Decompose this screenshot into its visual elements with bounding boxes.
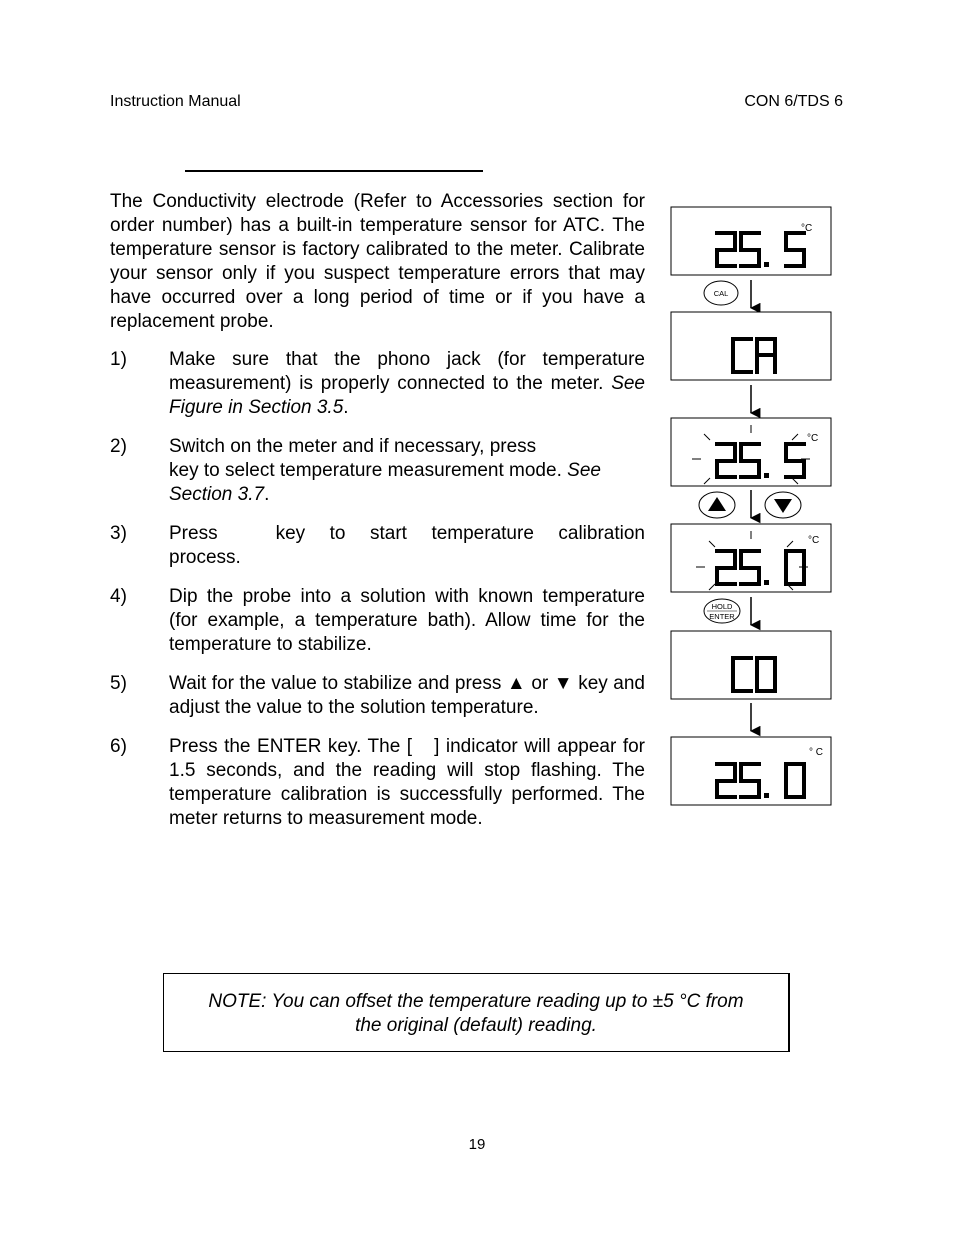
lcd-display-4-flashing [671, 524, 831, 592]
step-punct: . [264, 484, 270, 505]
note-line-1: NOTE: You can offset the temperature reading up to ±5 °C from [208, 991, 744, 1012]
step-number: 5) [110, 673, 127, 694]
unit-label: °C [807, 433, 819, 444]
step-punct: . [343, 397, 349, 418]
step-reference: See Figure in Section 3.5 [169, 373, 645, 418]
step-text-a: Press the ENTER key. The [ [169, 736, 413, 757]
enter-label: ENTER [709, 612, 735, 621]
step-number: 4) [110, 586, 127, 607]
step-number: 6) [110, 736, 127, 757]
note-box [163, 973, 790, 1052]
header-model: CON 6/TDS 6 [744, 93, 843, 110]
header-manual-title: Instruction Manual [110, 93, 241, 110]
up-arrow-button-icon [699, 492, 735, 518]
cal-label: CAL [713, 289, 729, 298]
lcd-display-1 [671, 207, 831, 275]
page-number: 19 [468, 1136, 486, 1153]
step-1 [110, 348, 645, 420]
step-5 [110, 672, 645, 720]
hold-enter-button-icon [704, 599, 740, 623]
unit-label: ° C [809, 747, 823, 758]
lcd-display-3-flashing [671, 418, 831, 486]
step-3 [110, 522, 645, 570]
lcd-display-2 [671, 312, 831, 380]
lcd-display-5 [671, 631, 831, 699]
unit-label: °C [808, 535, 820, 546]
down-arrow-button-icon [765, 492, 801, 518]
lcd-display-6 [671, 737, 831, 805]
unit-label: °C [801, 223, 813, 234]
step-6 [110, 735, 645, 831]
step-4 [110, 585, 645, 657]
step-reference: See Section 3.7 [169, 460, 601, 505]
intro-paragraph: The Conductivity electrode (Refer to Accessories section for order number) has a built-in temperature sensor for ATC. The temperature sensor is factory calibrated to the meter. Calibrate your sensor only if you suspect temperature errors that may have occurred over a long period of time or if you have a replacement probe. [110, 191, 645, 332]
step-text-b: key to select temperature measurement mode. [169, 460, 568, 481]
hold-label: HOLD [711, 602, 733, 611]
step-2 [110, 435, 645, 507]
step-text-b: key to start temperature calibration process. [169, 523, 645, 568]
calibration-sequence-figure [665, 200, 840, 815]
step-number: 1) [110, 349, 127, 370]
step-text: Dip the probe into a solution with known temperature (for example, a temperature bath). Allow time for the temperature to stabilize. [169, 586, 645, 655]
step-text-b: ] indicator will appear for 1.5 seconds, and the reading will stop flashing. The temperature calibration is successfully performed. The meter returns to measurement mode. [169, 736, 645, 829]
section-title-underline [185, 170, 483, 172]
step-number: 3) [110, 523, 127, 544]
step-text: Wait for the value to stabilize and press ▲ or ▼ key and adjust the value to the solution temperature. [169, 673, 645, 718]
step-text: Make sure that the phono jack (for temperature measurement) is properly connected to the meter. [169, 349, 645, 394]
step-text-a: Switch on the meter and if necessary, press [169, 436, 537, 457]
step-number: 2) [110, 436, 127, 457]
note-line-2: the original (default) reading. [355, 1015, 597, 1036]
step-text-a: Press [169, 523, 218, 544]
cal-button-icon [704, 281, 738, 305]
